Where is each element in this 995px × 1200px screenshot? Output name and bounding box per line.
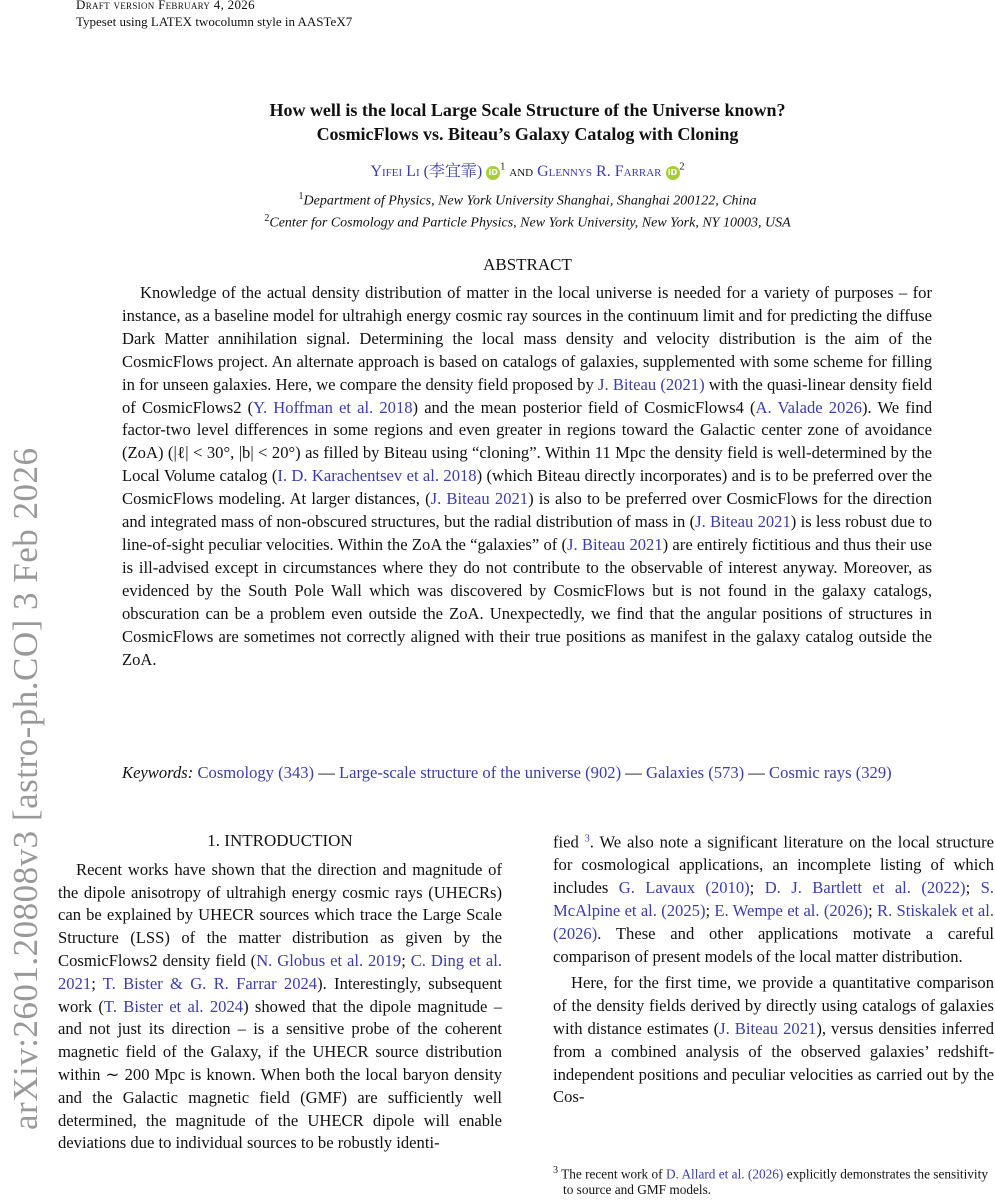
body-text: fied <box>553 832 585 852</box>
draft-version: Draft version February 4, 2026 <box>76 0 255 12</box>
citation-link[interactable]: C. Ding et al. 2021 <box>58 950 502 993</box>
keyword-sep: — <box>744 763 770 782</box>
author-and: and <box>509 163 534 180</box>
citation-link[interactable]: G. Lavaux (2010) <box>618 878 750 898</box>
abstract-text: ) and the mean posterior field of CosmicFlows4 ( <box>412 397 756 417</box>
body-text: ), versus densities inferred from a combined analysis of the observed galaxies’ redshift-independent positions and peculiar velocities as carried out by the Cos- <box>553 1018 994 1107</box>
abstract-text: ) is less robust due to line-of-sight peculiar velocities. Within the ZoA the “galaxies” of ( <box>122 512 933 554</box>
citation-link[interactable]: N. Globus et al. 2019 <box>256 950 402 970</box>
keyword-link[interactable]: Cosmic rays (329) <box>769 763 892 782</box>
body-text: ; <box>868 900 877 920</box>
body-text: ; <box>965 878 981 898</box>
title-line-1: How well is the local Large Scale Structure of the Universe known? <box>269 100 786 120</box>
body-text: ; <box>749 878 765 898</box>
citation-link[interactable]: J. Biteau 2021 <box>567 534 663 554</box>
body-text: Recent works have shown that the direction and magnitude of the dipole anisotropy of ultrahigh energy cosmic rays (UHECRs) can be explained by UHECR sources which trace the Large Scale Structure (LSS) of the matter distribution as given by the CosmicFlows2 density field ( <box>58 859 502 970</box>
arxiv-stamp: arXiv:2601.20808v3 [astro-ph.CO] 3 Feb 2026 <box>6 447 45 1130</box>
body-text: . These and other applications motivate a careful comparison of present models of the local matter distribution. <box>553 923 994 966</box>
orcid-icon[interactable]: iD <box>666 166 680 180</box>
body-text: ; <box>401 950 411 970</box>
body-text: ; <box>91 973 103 993</box>
page-header <box>76 0 352 30</box>
citation-link[interactable]: R. Stiskalek et al. (2026) <box>553 900 995 943</box>
author-list <box>100 158 955 181</box>
citation-link[interactable]: T. Bister et al. 2024 <box>103 996 244 1016</box>
footnote-text: explicitly demonstrates the sensitivity to source and GMF models. <box>563 1166 988 1198</box>
citation-link[interactable]: J. Biteau 2021 <box>695 512 791 532</box>
body-text: ; <box>705 900 715 920</box>
left-column <box>58 830 502 1155</box>
right-column <box>553 828 994 1109</box>
footnote-marker[interactable]: 3 <box>584 833 590 844</box>
citation-link[interactable]: S. McAlpine et al. (2025) <box>553 878 995 920</box>
paper-title <box>100 98 955 146</box>
body-text: ) showed that the dipole magnitude – and not just its direction – is a sensitive probe of the coherent magnetic field of the Galaxy, if the UHECR source distribution within ∼ 200 Mpc is known. When both the local baryon density and the Galactic magnetic field (GMF) are sufficiently well determined, the magnitude of the UHECR dipole will enable deviations due to individual sources to be robustly identi- <box>58 996 502 1153</box>
abstract-text: ). We find factor-two level differences in some regions and even greater in regions toward the Galactic center zone of avoidance (ZoA) (|ℓ| < 30°, |b| < 20°) as filled by Biteau using “cloning”. Within 11 Mpc the density field is well-determined by the Local Volume catalog ( <box>122 397 932 486</box>
keywords-label: Keywords: <box>122 763 194 782</box>
title-line-2: CosmicFlows vs. Biteau’s Galaxy Catalog with Cloning <box>316 124 739 144</box>
keyword-sep: — <box>314 763 339 782</box>
footnote-text: The recent work of <box>558 1166 666 1182</box>
body-text: Here, for the first time, we provide a quantitative comparison of the density fields derived by directly using catalogs of galaxies with distance estimates ( <box>553 973 994 1038</box>
body-text: ). Interestingly, subsequent work ( <box>58 973 502 1016</box>
keyword-link[interactable]: Large-scale structure of the universe (902) <box>338 763 622 782</box>
body-paragraph <box>553 972 994 1109</box>
keyword-link[interactable]: Cosmology (343) <box>197 763 315 782</box>
citation-link[interactable]: J. Biteau 2021 <box>430 489 529 509</box>
citation-link[interactable]: E. Wempe et al. (2026) <box>714 900 869 920</box>
citation-link[interactable]: A. Valade 2026 <box>755 397 862 417</box>
abstract-text: ) are entirely fictitious and thus their use is ill-advised except in circumstances where they do not contribute to the observable of interest anyway. Moreover, as evidenced by the South Pole Wall which was discovered by CosmicFlows but is not found in the galaxy catalogs, obscuration can be a problem even outside the ZoA. Unexpectedly, we find that the angular positions of structures in CosmicFlows are sometimes not correctly aligned with their true positions as manifest in the galaxy catalog outside the ZoA. <box>122 534 932 669</box>
body-paragraph <box>553 828 994 968</box>
author-link-farrar[interactable]: Glennys R. Farrar <box>537 163 662 180</box>
section-heading-introduction: 1. INTRODUCTION <box>207 831 353 850</box>
intro-paragraph <box>58 859 502 1155</box>
keyword-link[interactable]: Galaxies (573) <box>646 763 745 782</box>
citation-link[interactable]: D. J. Bartlett et al. (2022) <box>764 878 966 898</box>
footnote-number: 3 <box>553 1165 558 1176</box>
citation-link[interactable]: I. D. Karachentsev et al. 2018 <box>277 466 477 486</box>
affiliation-text: Center for Cosmology and Particle Physics, New York University, New York, NY 10003, USA <box>269 215 791 231</box>
keywords <box>122 762 995 785</box>
keyword-sep: — <box>621 763 646 782</box>
citation-link[interactable]: D. Allard et al. (2026) <box>665 1166 784 1182</box>
citation-link[interactable]: Y. Hoffman et al. 2018 <box>253 397 413 417</box>
affiliation-text: Department of Physics, New York University Shanghai, Shanghai 200122, China <box>303 193 757 209</box>
abstract-text: ) is also to be preferred over CosmicFlows for the direction and integrated mass of non-obscured structures, but the radial distribution of mass in ( <box>122 489 932 532</box>
orcid-icon[interactable]: iD <box>486 166 500 180</box>
abstract-text: with the quasi-linear density field of CosmicFlows2 ( <box>122 374 932 417</box>
abstract-body <box>122 282 932 671</box>
abstract-text: Knowledge of the actual density distribution of matter in the local universe is needed for a variety of purposes – for instance, as a baseline model for ultrahigh energy cosmic ray sources in the continuum limit and for predicting the diffuse Dark Matter annihilation signal. Determining the local mass density and velocity distribution is the aim of the CosmicFlows project. An alternate approach is based on catalogs of galaxies, supplemented with some scheme for filling in for unseen galaxies. Here, we compare the density field proposed by <box>122 283 932 394</box>
citation-link[interactable]: J. Biteau 2021 <box>719 1018 817 1038</box>
affiliation-1: $^1$Department of Physics, New York University Shanghai, Shanghai 200122, China <box>298 191 757 209</box>
abstract-text: ) (which Biteau directly incorporates) and is to be preferred over the CosmicFlows modeling. At larger distances, ( <box>122 466 932 509</box>
citation-link[interactable]: T. Bister & G. R. Farrar 2024 <box>102 973 318 993</box>
author-affil-sup: 2 <box>679 161 685 173</box>
affiliation-2: $^2$Center for Cosmology and Particle Physics, New York University, New York, NY 10003, USA <box>264 213 791 231</box>
author-link-li[interactable]: Yifei Li (李宜霏) <box>370 163 483 180</box>
footnote-3 <box>553 1163 993 1198</box>
author-affil-sup: 1 <box>500 161 506 173</box>
abstract-heading: ABSTRACT <box>483 255 572 274</box>
body-text: . We also note a significant literature on the local structure for cosmological applications, an incomplete listing of which includes <box>553 832 994 898</box>
typeset-note: Typeset using LATEX twocolumn style in AASTeX7 <box>76 14 353 29</box>
citation-link[interactable]: J. Biteau (2021) <box>598 374 705 394</box>
